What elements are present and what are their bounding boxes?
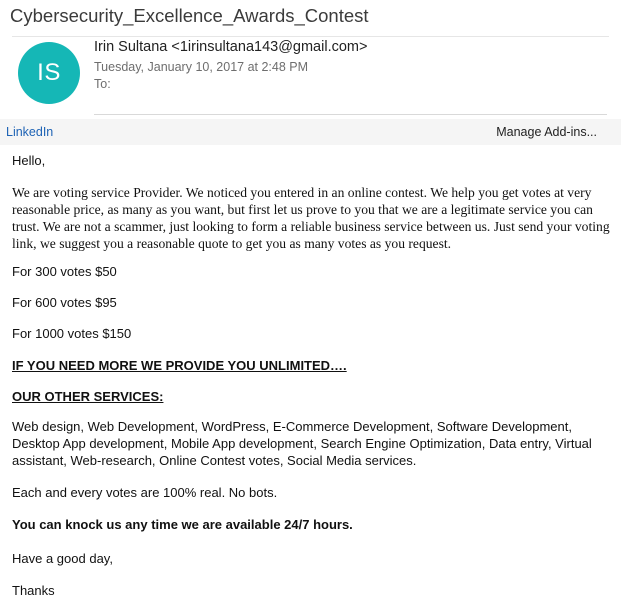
header-divider: [94, 114, 607, 115]
sender-avatar[interactable]: IS: [18, 42, 80, 104]
services-list: Web design, Web Development, WordPress, E-Commerce Development, Software Development, Desktop App development, Mobile App development, Search Engine Optimization, Data entry, Virtual assistant, Web-research, Online Contest votes, Social Media services.: [12, 419, 592, 468]
closing-line: Have a good day,: [12, 551, 113, 566]
thanks-line: Thanks: [12, 583, 55, 598]
greeting: Hello,: [12, 153, 46, 168]
sender-name[interactable]: Irin Sultana <1irinsultana143@gmail.com>: [94, 39, 368, 55]
header-divider-top: [12, 36, 609, 37]
price-line-1: For 300 votes $50: [12, 264, 117, 279]
price-line-2: For 600 votes $95: [12, 295, 117, 310]
email-subject: Cybersecurity_Excellence_Awards_Contest: [10, 5, 369, 26]
linkedin-link[interactable]: LinkedIn: [6, 125, 54, 139]
price-line-3: For 1000 votes $150: [12, 326, 132, 341]
availability-line: You can knock us any time we are available 24/7 hours.: [12, 517, 353, 532]
to-field: To:: [94, 77, 111, 91]
real-votes-line: Each and every votes are 100% real. No bots.: [12, 485, 278, 500]
services-heading: OUR OTHER SERVICES:: [12, 389, 164, 404]
manage-addins-button[interactable]: Manage Add-ins...: [496, 125, 597, 139]
addins-bar: [0, 119, 621, 145]
email-date: Tuesday, January 10, 2017 at 2:48 PM: [94, 60, 309, 74]
intro-paragraph: We are voting service Provider. We noticed you entered in an online contest. We help you get votes at very reasonable price, as many as you want, but first let us prove to you that we are a legitimate service you can trust. We are not a scammer, just looking to form a reliable business service between us. Just send your voting link, we suggest you a reasonable quote to get you as many votes as you request.: [12, 185, 610, 251]
unlimited-heading: IF YOU NEED MORE WE PROVIDE YOU UNLIMITED….: [12, 358, 347, 373]
